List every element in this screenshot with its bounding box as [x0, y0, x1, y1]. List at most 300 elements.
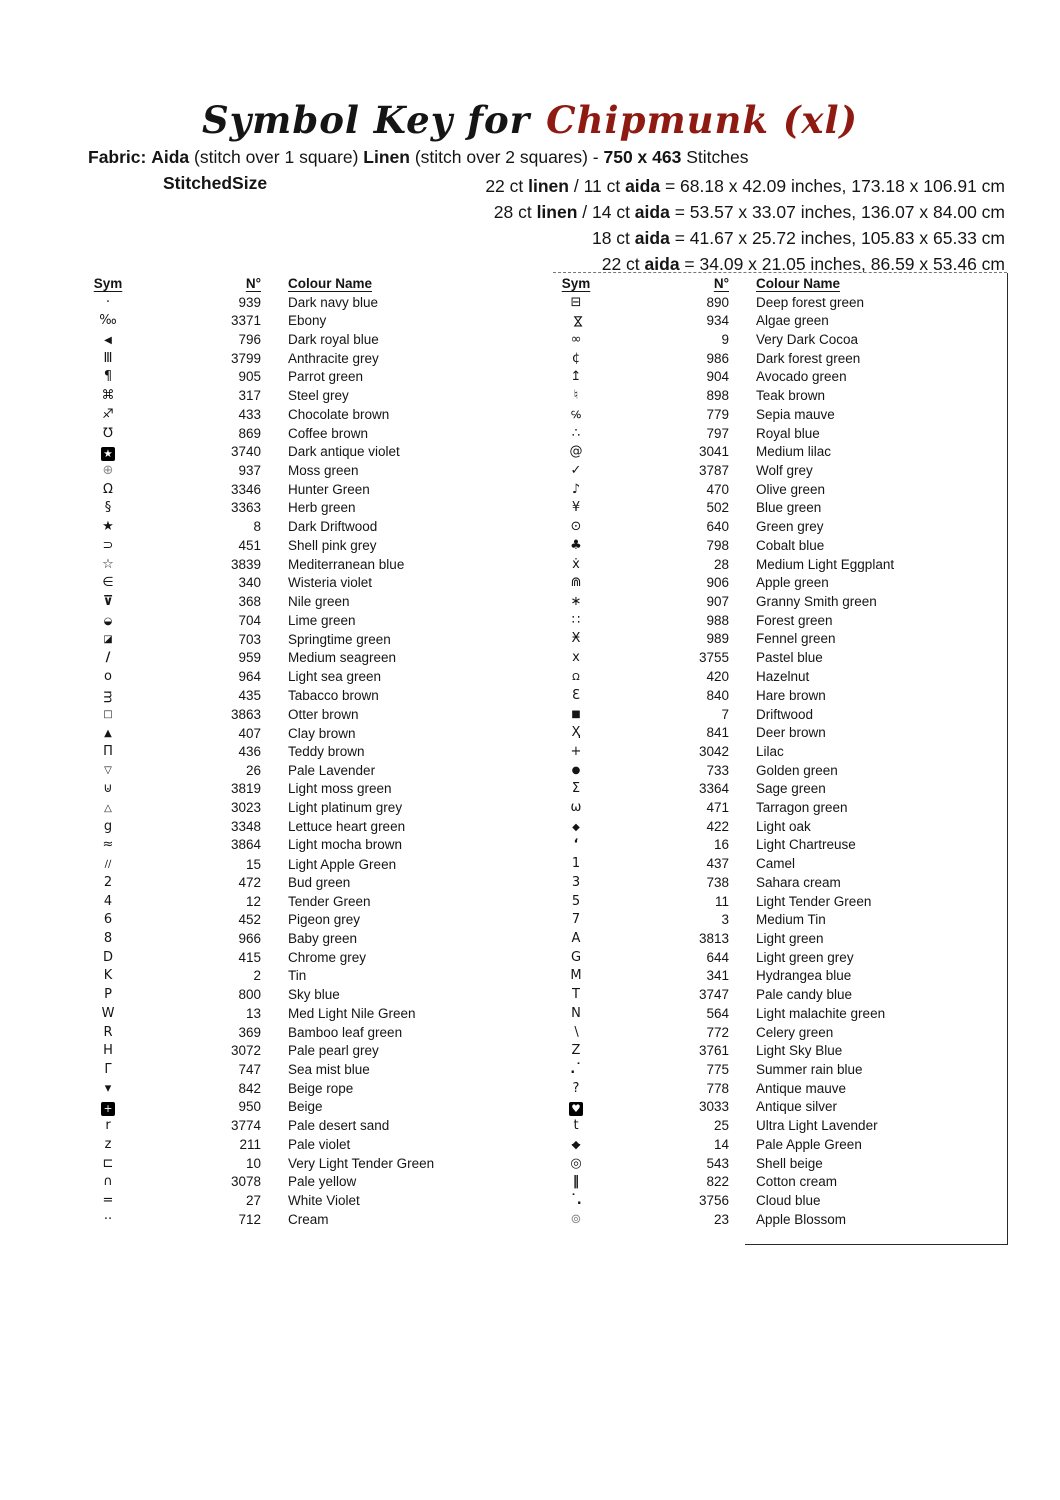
stitch-symbol: ♪ — [571, 481, 581, 497]
colour-name-cell: Beige rope — [288, 1080, 354, 1096]
symbol-cell — [553, 1042, 599, 1061]
table-row — [85, 368, 535, 387]
number-cell: 3078 — [230, 1174, 261, 1190]
table-row — [553, 761, 1003, 780]
stitch-symbol: ⋒ — [570, 575, 582, 591]
stitch-symbol: t — [573, 1118, 579, 1134]
text: = 34.09 x 21.05 inches, 86.59 x 53.46 cm — [679, 254, 1005, 274]
symbol-cell — [85, 1042, 131, 1061]
number-cell: 420 — [706, 669, 729, 685]
colour-name-cell: Dark royal blue — [288, 332, 379, 348]
symbol-cell — [553, 499, 599, 518]
colour-name-cell: Parrot green — [288, 369, 364, 385]
symbol-cell — [553, 1024, 599, 1043]
number-cell: 435 — [238, 687, 261, 703]
symbol-cell — [85, 331, 131, 351]
number-cell: 10 — [245, 1155, 261, 1171]
colour-name-cell: Lime green — [288, 613, 356, 629]
number-cell: 3023 — [230, 800, 261, 816]
number-cell: 907 — [706, 594, 729, 609]
symbol-cell — [85, 350, 131, 369]
number-cell: 3740 — [230, 444, 261, 460]
colour-name-cell: Light oak — [756, 819, 811, 835]
colour-name-cell: Shell beige — [756, 1155, 823, 1171]
number-cell: 436 — [238, 743, 261, 759]
table-row — [85, 593, 535, 612]
stitch-symbol: Π — [103, 743, 113, 759]
colour-name-cell: Otter brown — [288, 706, 359, 722]
colour-name-cell: Pale desert sand — [288, 1118, 390, 1134]
colour-name-cell: Baby green — [288, 930, 358, 946]
symbol-cell — [85, 518, 131, 537]
symbol-cell — [553, 687, 599, 706]
number-cell: 368 — [238, 594, 261, 609]
colour-name-cell: Avocado green — [756, 369, 847, 385]
stitch-symbol: ‖ — [572, 1174, 580, 1190]
table-row — [553, 1042, 1003, 1061]
symbol-cell — [85, 818, 131, 837]
colour-name-cell: Lettuce heart green — [288, 818, 406, 834]
number-cell: 704 — [238, 613, 261, 629]
table-row — [85, 1117, 535, 1136]
symbol-cell — [553, 855, 599, 874]
table-row — [553, 668, 1003, 687]
table-row — [553, 312, 1003, 331]
table-row — [553, 630, 1003, 649]
table-row — [85, 1136, 535, 1155]
table-row — [85, 761, 535, 780]
table-row — [85, 462, 535, 481]
bold-text: aida — [634, 202, 670, 222]
stitch-symbol: 4 — [103, 893, 113, 909]
colour-name-cell: Light green — [756, 930, 824, 946]
number-cell: 471 — [706, 799, 729, 815]
symbol-cell — [553, 799, 599, 818]
number-cell: 437 — [706, 856, 729, 872]
colour-name-cell: Cobalt blue — [756, 537, 825, 553]
table-row — [85, 855, 535, 874]
symbol-cell — [85, 855, 131, 875]
stitch-symbol: □ — [103, 709, 113, 721]
symbol-cell — [85, 312, 131, 331]
colour-name-cell: Sky blue — [288, 987, 340, 1003]
symbol-cell — [85, 1080, 131, 1099]
colour-name-cell: Deer brown — [756, 725, 826, 741]
number-cell: 14 — [713, 1136, 729, 1152]
table-row — [553, 1080, 1003, 1099]
table-row — [85, 893, 535, 912]
number-cell: 800 — [238, 987, 261, 1003]
table-row — [85, 649, 535, 668]
number-cell: 779 — [706, 407, 729, 423]
stitch-symbol: 7 — [571, 912, 581, 928]
table-row — [553, 537, 1003, 556]
symbol-cell — [85, 780, 131, 799]
symbol-cell — [85, 556, 131, 575]
symbol-cell — [85, 630, 131, 650]
table-row — [85, 668, 535, 687]
table-row — [553, 818, 1003, 837]
key-table-right — [553, 274, 1003, 1229]
size-line — [485, 199, 1005, 225]
symbol-cell — [553, 537, 599, 556]
table-row — [553, 425, 1003, 444]
table-row — [553, 687, 1003, 706]
text: = 53.57 x 33.07 inches, 136.07 x 84.00 cm — [669, 202, 1005, 222]
stitch-symbol: · — [105, 294, 111, 310]
colour-name-cell: Light Sky Blue — [756, 1043, 843, 1059]
colour-name-cell: Sepia mauve — [756, 407, 835, 423]
colour-name-cell: Driftwood — [756, 706, 814, 722]
colour-name-cell: Sea mist blue — [288, 1061, 370, 1077]
stitch-symbol: ◆ — [572, 821, 580, 833]
colour-name-cell: Med Light Nile Green — [288, 1005, 416, 1021]
stitch-symbol: ¶ — [103, 369, 113, 385]
colour-name-cell: Cream — [288, 1211, 329, 1227]
stitch-symbol: ★ — [101, 447, 115, 461]
colour-name-cell: Hare brown — [756, 687, 826, 703]
stitch-symbol: ■ — [571, 709, 581, 721]
number-cell: 3761 — [698, 1043, 729, 1059]
table-row — [553, 443, 1003, 462]
number-cell: 3863 — [230, 706, 261, 722]
symbol-cell — [553, 630, 599, 649]
symbol-cell — [553, 1155, 599, 1174]
number-cell: 959 — [238, 650, 261, 666]
stitch-symbol: ♮ — [573, 388, 579, 404]
table-row — [553, 593, 1003, 612]
colour-name-cell: Medium Tin — [756, 912, 826, 928]
symbol-cell — [553, 649, 599, 668]
number-cell: 644 — [706, 949, 729, 965]
colour-name-cell: Wolf grey — [756, 462, 813, 478]
number-cell: 738 — [706, 874, 729, 890]
table-row — [553, 874, 1003, 893]
colour-name-cell: Chrome grey — [288, 949, 367, 965]
colour-name-cell: Pigeon grey — [288, 912, 361, 928]
table-row — [553, 1024, 1003, 1043]
colour-name-cell: Mediterranean blue — [288, 556, 405, 572]
colour-name-cell: Ebony — [288, 313, 327, 329]
symbol-cell — [553, 668, 599, 688]
symbol-cell — [85, 537, 131, 556]
stitch-symbol: ˙. — [570, 1193, 582, 1208]
number-cell: 3348 — [230, 818, 261, 834]
colour-name-cell: Pale yellow — [288, 1174, 357, 1190]
stitch-symbol: 5 — [571, 893, 581, 909]
text: (stitch over 1 square) — [189, 147, 364, 167]
key-table-header — [85, 274, 535, 294]
table-row — [553, 967, 1003, 986]
stitch-symbol: ⊙ — [570, 519, 582, 535]
number-cell: 7 — [721, 706, 729, 722]
number-cell: 16 — [713, 837, 729, 853]
symbol-cell — [553, 406, 599, 426]
stitch-symbol: o — [104, 668, 112, 684]
colour-name-cell: Very Light Tender Green — [288, 1155, 435, 1171]
table-row — [85, 518, 535, 537]
symbol-cell — [553, 574, 599, 593]
bold-text: 750 x 463 — [603, 147, 682, 167]
number-cell: 3033 — [698, 1099, 729, 1115]
table-row — [553, 1005, 1003, 1024]
symbol-cell — [85, 1061, 131, 1080]
symbol-cell — [553, 1117, 599, 1136]
symbol-cell — [85, 668, 131, 687]
stitch-symbol: ᴟ — [103, 687, 113, 703]
number-cell: 3363 — [230, 500, 261, 516]
symbol-cell — [553, 312, 599, 331]
symbol-cell — [553, 986, 599, 1005]
symbol-cell — [85, 1155, 131, 1174]
stitch-symbol: ☆ — [102, 556, 114, 572]
table-row — [553, 387, 1003, 406]
table-row — [553, 574, 1003, 593]
symbol-cell — [85, 593, 131, 612]
colour-name-cell: Golden green — [756, 762, 838, 778]
table-row — [85, 743, 535, 762]
stitch-symbol: 2 — [103, 874, 113, 890]
number-cell: 906 — [706, 575, 729, 591]
number-cell: 3839 — [230, 556, 261, 572]
colour-name-cell: Camel — [756, 856, 796, 872]
table-row — [85, 1211, 535, 1230]
symbol-cell — [553, 836, 599, 855]
symbol-cell — [553, 294, 599, 313]
number-cell: 964 — [238, 668, 261, 684]
stitch-symbol: Ω — [103, 481, 113, 497]
number-cell: 415 — [238, 949, 261, 965]
symbol-cell — [85, 462, 131, 481]
number-cell: 502 — [706, 500, 729, 516]
stitch-symbol: H — [103, 1043, 113, 1059]
number-cell: 3072 — [230, 1043, 261, 1059]
number-cell: 470 — [706, 481, 729, 497]
number-cell: 369 — [238, 1024, 261, 1040]
number-cell: 797 — [706, 425, 729, 441]
stitch-symbol: ¥ — [571, 500, 581, 516]
header-sym: Sym — [93, 276, 123, 291]
symbol-cell — [85, 911, 131, 930]
colour-name-cell: Royal blue — [756, 425, 820, 441]
stitch-symbol: Ω — [572, 671, 580, 683]
stitch-symbol: 1 — [571, 856, 581, 872]
fabric-line — [88, 147, 748, 168]
table-row — [553, 556, 1003, 575]
symbol-cell — [553, 1173, 599, 1192]
colour-name-cell: Pale violet — [288, 1136, 351, 1152]
bold-text: Fabric: — [88, 147, 147, 167]
colour-name-cell: Chocolate brown — [288, 406, 390, 422]
number-cell: 3371 — [230, 313, 261, 329]
stitch-symbol: Ɛ — [572, 687, 580, 703]
header-sym: Sym — [561, 276, 591, 291]
header-colour-name: Colour Name — [288, 276, 373, 291]
table-row — [553, 406, 1003, 425]
symbol-cell — [553, 818, 599, 838]
number-cell: 3041 — [698, 444, 729, 460]
colour-name-cell: Light malachite green — [756, 1005, 886, 1021]
stitch-symbol: △ — [104, 802, 112, 814]
symbol-cell — [553, 1192, 599, 1211]
stitch-symbol: ·· — [103, 1211, 113, 1227]
number-cell: 211 — [239, 1136, 261, 1152]
colour-name-cell: Tender Green — [288, 893, 371, 909]
number-cell: 733 — [706, 762, 729, 778]
table-row — [553, 949, 1003, 968]
table-border-top — [553, 272, 1007, 273]
stitch-symbol: ω — [570, 799, 582, 815]
title-pattern-name: Chipmunk (xl) — [546, 98, 859, 142]
table-row — [553, 1061, 1003, 1080]
stitch-symbol: ▾ — [104, 1080, 112, 1096]
symbol-cell — [85, 724, 131, 744]
symbol-cell — [553, 893, 599, 912]
colour-name-cell: Antique mauve — [756, 1080, 847, 1096]
number-cell: 934 — [706, 313, 729, 329]
number-cell: 407 — [238, 725, 261, 741]
colour-name-cell: Antique silver — [756, 1099, 838, 1115]
symbol-cell — [553, 518, 599, 537]
stitch-symbol: ⊟ — [570, 294, 582, 310]
table-row — [553, 481, 1003, 500]
colour-name-cell: Pale candy blue — [756, 987, 853, 1003]
table-row — [553, 780, 1003, 799]
symbol-cell — [553, 593, 599, 612]
stitch-symbol: x — [572, 650, 580, 666]
table-row — [553, 499, 1003, 518]
table-row — [553, 1117, 1003, 1136]
symbol-cell — [85, 387, 131, 406]
stitch-symbol: 6 — [103, 912, 113, 928]
header-no: N° — [713, 276, 729, 291]
stitch-symbol: ⊽ — [102, 594, 114, 609]
number-cell: 15 — [245, 856, 261, 872]
number-cell: 3042 — [698, 743, 729, 759]
symbol-cell — [85, 687, 131, 706]
number-cell: 3756 — [698, 1193, 729, 1208]
table-row — [85, 1098, 535, 1117]
symbol-cell — [85, 1136, 131, 1155]
stitch-symbol: ◀ — [104, 334, 112, 346]
symbol-cell — [85, 499, 131, 518]
symbol-cell — [553, 1211, 599, 1230]
stitch-symbol: ẋ — [572, 556, 580, 572]
colour-name-cell: Pastel blue — [756, 650, 823, 666]
table-row — [85, 443, 535, 462]
number-cell: 869 — [238, 425, 261, 441]
stitch-symbol: ℧ — [103, 425, 113, 441]
stitch-symbol: R — [103, 1024, 113, 1040]
stitch-symbol: ∕∕ — [104, 859, 112, 871]
table-row — [85, 818, 535, 837]
number-cell: 842 — [238, 1080, 261, 1096]
colour-name-cell: Apple green — [756, 575, 829, 591]
stitch-symbol: N — [571, 1005, 581, 1021]
number-cell: 23 — [713, 1211, 729, 1227]
colour-name-cell: Light platinum grey — [288, 800, 403, 816]
stitch-symbol: ‰ — [99, 313, 117, 329]
colour-name-cell: Granny Smith green — [756, 594, 877, 609]
number-cell: 25 — [713, 1118, 729, 1134]
number-cell: 317 — [238, 388, 261, 404]
symbol-cell — [85, 1173, 131, 1192]
symbol-cell — [85, 967, 131, 986]
symbol-cell — [85, 406, 131, 425]
bold-text: aida — [644, 254, 680, 274]
colour-name-cell: Forest green — [756, 612, 833, 628]
colour-name-cell: Ultra Light Lavender — [756, 1118, 878, 1134]
table-row — [553, 1173, 1003, 1192]
symbol-cell — [85, 836, 131, 855]
number-cell: 422 — [706, 819, 729, 835]
colour-name-cell: Shell pink grey — [288, 537, 377, 553]
symbol-cell — [553, 930, 599, 949]
number-cell: 9 — [721, 331, 729, 347]
colour-name-cell: Dark navy blue — [288, 294, 379, 310]
stitch-symbol: Ⅲ — [103, 350, 113, 366]
symbol-cell — [553, 481, 599, 500]
stitch-symbol: 8 — [103, 930, 113, 946]
colour-name-cell: Medium seagreen — [288, 650, 397, 666]
stitch-symbol: ∕ — [105, 650, 111, 666]
symbol-cell — [553, 949, 599, 968]
table-row — [85, 836, 535, 855]
number-cell: 3364 — [698, 781, 729, 797]
colour-name-cell: Tarragon green — [756, 799, 848, 815]
number-cell: 989 — [706, 631, 729, 647]
colour-name-cell: Pale Apple Green — [756, 1136, 862, 1152]
table-border-right — [1007, 273, 1008, 1245]
stitch-symbol: Σ — [571, 781, 581, 797]
key-table-header — [553, 274, 1003, 294]
stitch-symbol: ★ — [102, 519, 114, 535]
stitch-symbol: ∷ — [571, 612, 581, 628]
number-cell: 3 — [721, 912, 729, 928]
colour-name-cell: Nile green — [288, 594, 350, 609]
table-row — [85, 425, 535, 444]
number-cell: 3747 — [698, 987, 729, 1003]
colour-name-cell: Herb green — [288, 500, 356, 516]
text: 22 ct — [601, 254, 645, 274]
symbol-cell — [85, 1005, 131, 1024]
number-cell: 3755 — [698, 650, 729, 666]
text: 22 ct — [485, 176, 529, 196]
table-row — [553, 1098, 1003, 1117]
table-row — [553, 612, 1003, 631]
number-cell: 3799 — [230, 350, 261, 366]
number-cell: 841 — [706, 725, 729, 741]
table-row — [85, 1061, 535, 1080]
symbol-cell — [553, 368, 599, 387]
symbol-cell — [85, 893, 131, 912]
symbol-cell — [553, 1061, 599, 1080]
stitch-symbol: ◒ — [103, 615, 113, 627]
symbol-cell — [85, 705, 131, 725]
table-row — [85, 705, 535, 724]
table-row — [85, 574, 535, 593]
number-cell: 3774 — [230, 1118, 261, 1134]
stitch-symbol: M — [570, 968, 582, 984]
number-cell: 564 — [706, 1005, 729, 1021]
stitch-symbol: G — [570, 949, 582, 965]
number-cell: 11 — [714, 893, 729, 909]
table-row — [85, 556, 535, 575]
colour-name-cell: Medium lilac — [756, 444, 832, 460]
stitch-symbol: T — [572, 987, 580, 1003]
number-cell: 433 — [238, 406, 261, 422]
number-cell: 988 — [706, 612, 729, 628]
